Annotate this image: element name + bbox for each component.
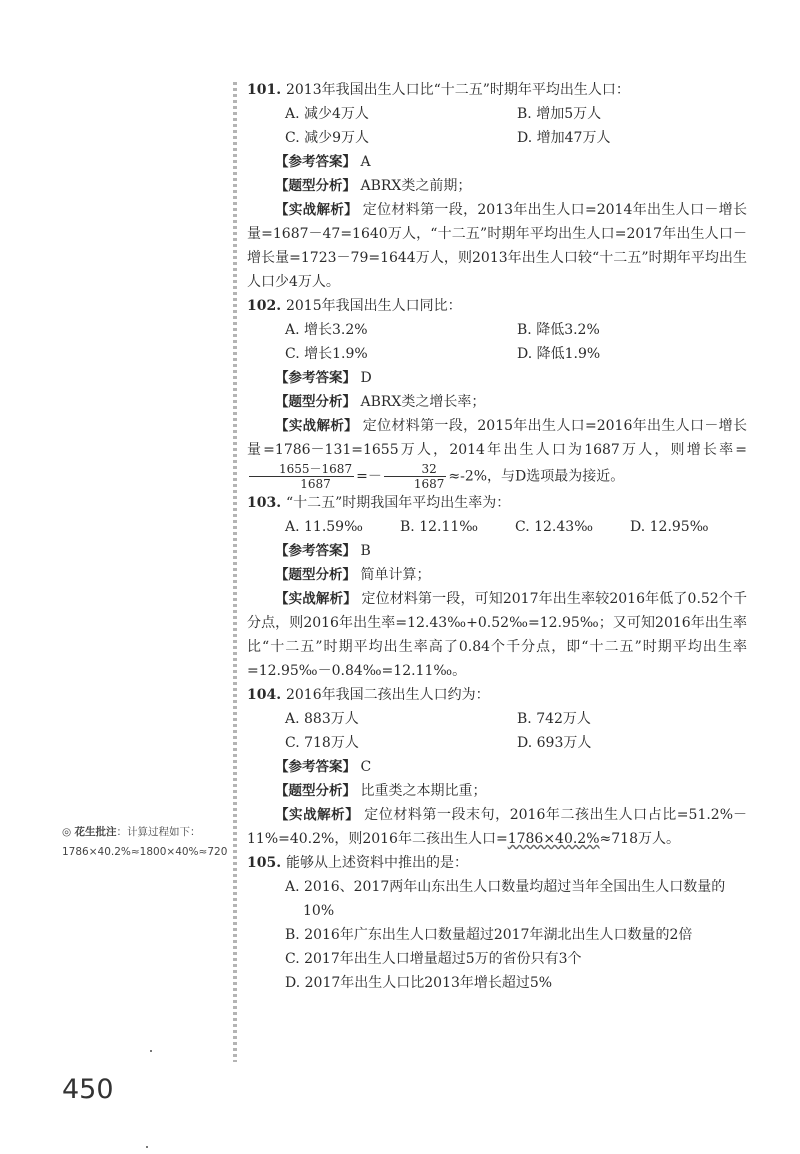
question-103 [247,491,747,515]
option-a: A. 增长3.2% [285,322,368,338]
question-101 [247,78,747,102]
option-b: B. 12.11‰ [400,519,479,535]
answer-value: D [360,370,372,386]
explain-tag: 【实战解析】 [275,418,358,434]
explain-mid: =－ [356,468,382,485]
explain-102 [247,414,747,491]
question-number: 105. [247,855,282,871]
type-value: ABRX类之前期； [360,178,472,194]
option-a: A. 2016、2017两年山东出生人口数量均超过当年全国出生人口数量的10% [285,879,726,919]
speck [150,1050,152,1052]
options-104 [247,707,747,755]
type-tag: 【题型分析】 [275,178,356,194]
option-c: C. 718万人 [285,735,359,751]
question-number: 104. [247,687,282,703]
fraction-denominator: 1687 [300,477,331,491]
question-102 [247,294,747,318]
explain-tag: 【实战解析】 [275,202,358,218]
fraction-1 [249,462,354,491]
option-b: B. 742万人 [517,711,591,727]
answer-value: A [360,154,371,170]
question-stem: 能够从上述资料中推出的是： [285,855,468,871]
option-b: B. 降低3.2% [517,322,600,338]
option-a: A. 减少4万人 [285,106,369,122]
answer-tag: 【参考答案】 [275,759,356,775]
option-c: C. 12.43‰ [515,519,593,535]
answer-104 [247,755,747,779]
question-stem: “十二五”时期我国年平均出生率为： [285,495,511,511]
explain-tag: 【实战解析】 [275,807,360,823]
annotation-label: 花生批注 [74,826,117,838]
option-d: D. 降低1.9% [517,346,601,362]
answer-tag: 【参考答案】 [275,543,356,559]
type-104 [247,779,747,803]
page-number: 450 [62,1074,114,1105]
option-b: B. 增加5万人 [517,106,602,122]
fraction-numerator: 1655－1687 [249,462,354,477]
option-a: A. 883万人 [285,711,359,727]
type-value: 简单计算； [360,567,431,583]
type-101 [247,174,747,198]
answer-tag: 【参考答案】 [275,370,356,386]
answer-101 [247,150,747,174]
question-stem: 2013年我国出生人口比“十二五”时期年平均出生人口： [285,82,630,98]
question-number: 103. [247,495,282,511]
type-value: ABRX类之增长率； [360,394,486,410]
answer-103 [247,539,747,563]
fraction-denominator: 1687 [413,477,445,491]
question-105 [247,851,747,875]
answer-102 [247,366,747,390]
side-annotation [62,822,227,862]
answer-tag: 【参考答案】 [275,154,356,170]
explain-tag: 【实战解析】 [275,591,357,607]
option-c: C. 减少9万人 [285,130,370,146]
option-d: D. 693万人 [517,735,592,751]
explain-103 [247,587,747,683]
speck [146,1146,148,1148]
answer-value: C [360,759,372,775]
option-d: D. 增加47万人 [517,130,611,146]
type-tag: 【题型分析】 [275,783,356,799]
fraction-2 [384,462,447,491]
type-value: 比重类之本期比重； [360,783,487,799]
type-tag: 【题型分析】 [275,567,356,583]
wavy-underlined-expression: 1786×40.2% [507,831,600,847]
option-c: C. 2017年出生人口增量超过5万的省份只有3个 [285,951,582,967]
question-number: 102. [247,298,282,314]
options-101 [247,102,747,150]
answer-value: B [360,543,371,559]
type-102 [247,390,747,414]
options-102 [247,318,747,366]
type-103 [247,563,747,587]
explain-text: 定位材料第一段，可知2017年出生率较2016年低了0.52个千分点，则2016年出生率=12.43‰+0.52‰=12.95‰；又可知2016年出生率比“十二五”时期平均出生率高了0.84个千分点，即“十二五”时期平均出生率=12.95‰－0.84‰=12.11‰。 [247,591,747,679]
option-b: B. 2016年广东出生人口数量超过2017年湖北出生人口数量的2倍 [285,927,693,943]
question-number: 101. [247,82,282,98]
type-tag: 【题型分析】 [275,394,356,410]
options-103 [247,515,747,539]
option-d: D. 2017年出生人口比2013年增长超过5% [285,975,553,991]
main-content [247,78,747,995]
explain-101 [247,198,747,294]
annotation-icon: ◎ [62,826,72,838]
option-c: C. 增长1.9% [285,346,368,362]
explain-text: 定位材料第一段末句，2016年二孩出生人口占比=51.2%－11%=40.2%，则2016年二孩出生人口= [247,807,748,847]
question-104 [247,683,747,707]
option-d: D. 12.95‰ [630,519,709,535]
explain-tail: ≈718万人。 [599,831,680,847]
margin-wavy-line [233,82,237,1062]
option-a: A. 11.59‰ [285,519,363,535]
explain-text: 定位材料第一段，2015年出生人口=2016年出生人口－增长量=1786－131=1655万人，2014年出生人口为1687万人，则增长率= [247,418,747,458]
fraction-numerator: 32 [384,462,447,477]
annotation-text: ：计算过程如下：1786×40.2%≈1800×40%≈720 [62,826,228,858]
explain-tail: ≈-2%，与D选项最为接近。 [448,468,625,485]
question-stem: 2015年我国出生人口同比： [285,298,462,314]
explain-text: 定位材料第一段，2013年出生人口=2014年出生人口－增长量=1687－47=1640万人，“十二五”时期年平均出生人口=2017年出生人口－增长量=1723－79=1644万人，则2013年出生人口较“十二五”时期年平均出生人口少4万人。 [247,202,747,290]
explain-104 [247,803,747,851]
question-stem: 2016年我国二孩出生人口约为： [285,687,490,703]
